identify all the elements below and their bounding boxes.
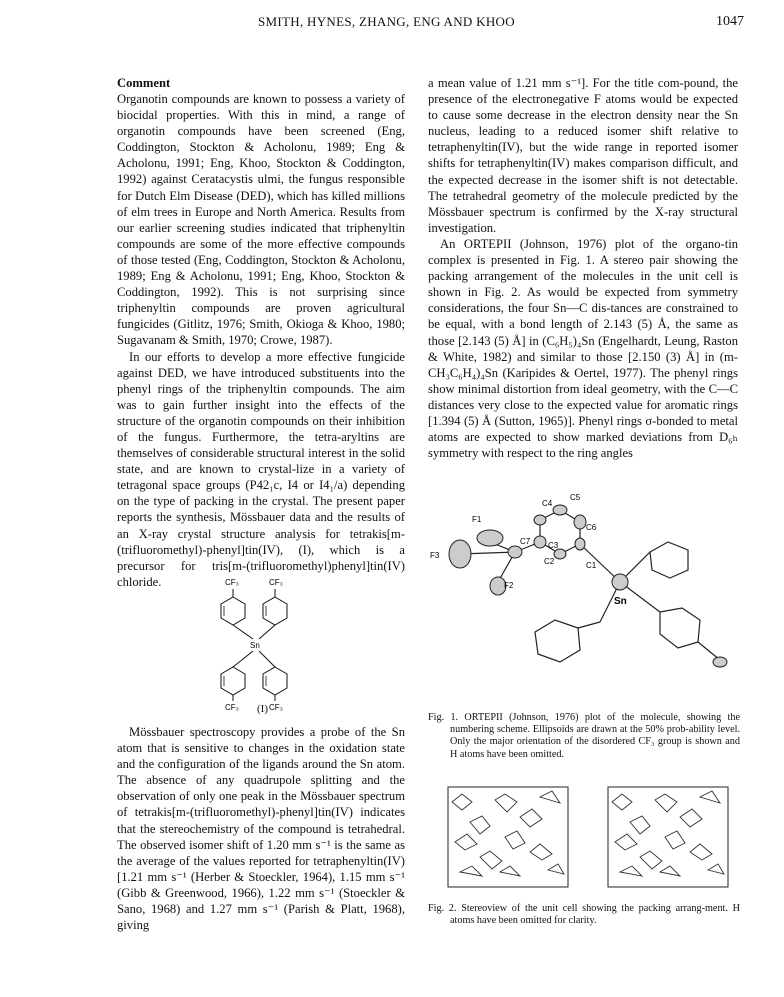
figure-2-caption: Fig. 2. Stereoview of the unit cell showing the packing arrang-ment. H atoms have been omitted for clarity. xyxy=(428,903,740,927)
figure-1-caption: Fig. 1. ORTEPII (Johnson, 1976) plot of the molecule, showing the numbering scheme. Ellipsoids are drawn at the 50% prob-ability level. Only the major orientation of the disordered CF₃ group is shown and H atoms have been omitted. xyxy=(428,712,740,760)
cf3-label: CF₃ xyxy=(225,578,239,587)
cf3-label: CF₃ xyxy=(225,703,239,712)
cf3-label: CF₃ xyxy=(269,578,283,587)
sn-atom-label: Sn xyxy=(250,641,260,650)
atom-label: C1 xyxy=(586,561,597,570)
atom-label: F1 xyxy=(472,515,482,524)
left-column-bottom xyxy=(117,724,405,933)
section-heading: Comment xyxy=(117,76,171,90)
atom-label: C3 xyxy=(548,541,559,550)
atom-label: C5 xyxy=(570,493,581,502)
atom-label: C2 xyxy=(544,557,555,566)
atom-label: C6 xyxy=(586,523,597,532)
right-column xyxy=(428,75,738,461)
figure-2-stereoview xyxy=(440,782,740,892)
ortep-drawing xyxy=(420,482,750,690)
compound-label: (I) xyxy=(257,703,268,715)
paragraph-mossbauer: Mössbauer spectroscopy provides a probe of the Sn atom that is sensitive to changes in the oxidation state and the configuration of the ligands around the Sn atom. The absence of any quadrupole splitting and the observation of only one peak in the Mössbauer spectrum of tetrakis[m-(trifluoromethyl)-phenyl]tin(IV) indicates that the stereochemistry of the compound is tetrahedral. The observed isomer shift of 1.20 mm s⁻¹ is the same as the average of the values reported for tetraphenyltin(IV) [1.21 mm s⁻¹ (Herber & Stoeckler, 1964), 1.15 mm s⁻¹ (Gibb & Greenwood, 1966), 1.22 mm s⁻¹ (Stoeckler & Sano, 1968) and 1.27 mm s⁻¹ (Parish & Platt, 1968), giving xyxy=(117,725,405,933)
running-header-authors: SMITH, HYNES, ZHANG, ENG AND KHOO xyxy=(258,14,515,29)
atom-label: C7 xyxy=(520,537,531,546)
paragraph-continued: a mean value of 1.21 mm s⁻¹]. For the title com-pound, the presence of the electronegative F atoms would be expected to cause some decrease in the electron density near the Sn nucleus, leading to a reduced isomer shift relative to tetraphenyltin(IV), but the wide range in reported isomer shifts for tetraphenyltin(IV) makes comparison difficult, and the expected decrease in the isomer shift is not detectable. The tetrahedral geometry of the molecule predicted by the Mössbauer spectrum is confirmed by the X-ray structural investigation. xyxy=(428,76,738,235)
page-number: 1047 xyxy=(716,14,744,29)
atom-label: F2 xyxy=(504,581,514,590)
paragraph-ortep: An ORTEPII (Johnson, 1976) plot of the organo-tin complex is presented in Fig. 1. A stereo pair showing the packing arrangement of the molecules in the unit cell is shown in Fig. 2. As would be expected from symmetry considerations, the four Sn—C dis-tances are constrained to be equal, with a bond length of 2.143 (5) Å, the same as those [2.143 (5) Å] in (C₆H₅)₄Sn (Engelhardt, Leung, Raston & White, 1982) and similar to those [2.150 (3) Å] in (m-CH₃C₆H₄)₄Sn (Karipides & Oertel, 1977). The phenyl rings show minimal distortion from ideal geometry, with the C—C distances very close to the expected value for aromatic rings [1.394 (5) Å (Sutton, 1965)]. Phenyl rings σ-bonded to metal atoms are expected to show marked deviations from D₆ₕ symmetry with respect to the ring angles xyxy=(428,236,738,461)
atom-label: F3 xyxy=(430,551,440,560)
paragraph-intro: Organotin compounds are known to possess a variety of biocidal properties. With this in mind, a range of organotin compounds have been screened (Eng, Coddington, Stockton & Acholonu, 1989; Eng & Acholonu, 1991; Eng, Khoo, Stockton & Coddington, 1992) against Ceratacystis ulmi, the fungus responsible for Dutch Elm Disease (DED), which has killed millions of elm trees in Europe and North America. Results from our earlier screening studies indicated that triphenyltin compounds are some of the more effective compounds of those tested (Eng, Coddington, Stockton & Acholonu, 1989; Eng & Acholonu, 1991; Eng, Khoo, Stockton & Coddington, 1992). This is not surprising since triphenyltin compounds are proven agricultural fungicides (Gitlitz, 1976; Smith, Okioga & Khoo, 1980; Sugavanam & Smith, 1970; Crowe, 1987). xyxy=(117,92,405,348)
cf3-label: CF₃ xyxy=(269,703,283,712)
atom-label: C4 xyxy=(542,499,553,508)
running-header xyxy=(118,14,744,34)
structure-diagram xyxy=(215,575,325,715)
stereo-pair xyxy=(440,782,740,892)
paragraph-efforts: In our efforts to develop a more effective fungicide against DED, we have introduced substituents into the phenyl rings of the triphenyltin compounds. The aim was to gain further insight into the effects of the structure of the organotin compounds on their inhibition of the fungus. Furthermore, the tetra-aryltins are themselves of considerable structural interest in the solid state, and are known to crystal-lize in a variety of tetragonal space groups (P42₁c, I4 or I4₁/a) depending on the type of packing in the crystal. The present paper reports the synthesis, Mössbauer data and the results of an X-ray crystal structure analysis for tetrakis[m-(trifluoromethyl)-phenyl]tin(IV), (I), which is a precursor for tris[m-(trifluoromethyl)phenyl]tin(IV) chloride. xyxy=(117,349,405,589)
left-column-top xyxy=(117,75,405,590)
figure-1-ortep-plot xyxy=(420,482,750,690)
chemical-structure-I xyxy=(215,575,325,715)
atom-label: Sn xyxy=(614,596,627,607)
